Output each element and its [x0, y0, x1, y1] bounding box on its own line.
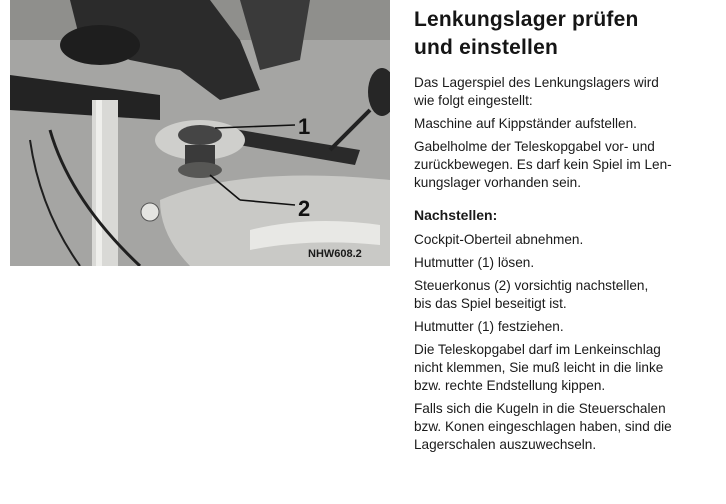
paragraph-line: Maschine auf Kippständer aufstellen. [414, 116, 637, 131]
paragraph-line: zurückbewegen. Es darf kein Spiel im Len- [414, 157, 672, 172]
paragraph-line: Das Lagerspiel des Lenkungslagers wird [414, 75, 659, 90]
paragraph-line: Falls sich die Kugeln in die Steuerschalen [414, 401, 666, 416]
subheading: Nachstellen: [414, 207, 498, 223]
paragraph [414, 400, 720, 454]
paragraph-line: wie folgt eingestellt: [414, 93, 533, 108]
paragraph-line: Steuerkonus (2) vorsichtig nachstellen, [414, 278, 649, 293]
steering-bearing-photo [10, 0, 390, 266]
paragraph [414, 74, 720, 110]
paragraph [414, 341, 720, 395]
figure-reference-code: NHW608.2 [308, 248, 362, 260]
paragraph-line: Lagerschalen auszuwechseln. [414, 437, 597, 452]
paragraph [414, 318, 720, 336]
paragraph-line: nicht klemmen, Sie muß leicht in die linke [414, 360, 664, 375]
callout-2: 2 [298, 196, 311, 221]
paragraph-line: bzw. Konen eingeschlagen haben, sind die [414, 419, 672, 434]
paragraph [414, 277, 720, 313]
paragraph [414, 231, 720, 249]
paragraph-line: bis das Spiel beseitigt ist. [414, 296, 567, 311]
paragraph-line: Cockpit-Oberteil abnehmen. [414, 232, 584, 247]
title-line: und einstellen [414, 36, 558, 59]
section-title [414, 6, 720, 62]
paragraph [414, 138, 720, 192]
paragraph-line: Die Teleskopgabel darf im Lenkeinschlag [414, 342, 661, 357]
paragraph-line: kungslager vorhanden sein. [414, 175, 582, 190]
instruction-text-column [414, 6, 720, 459]
callout-1: 1 [298, 114, 311, 139]
title-line: Lenkungslager prüfen [414, 8, 639, 31]
paragraph [414, 115, 720, 133]
paragraph-line: bzw. rechte Endstellung kippen. [414, 378, 606, 393]
paragraph-line: Gabelholme der Teleskopgabel vor- und [414, 139, 655, 154]
paragraph-line: Hutmutter (1) lösen. [414, 255, 535, 270]
paragraph-line: Hutmutter (1) festziehen. [414, 319, 564, 334]
paragraph [414, 254, 720, 272]
